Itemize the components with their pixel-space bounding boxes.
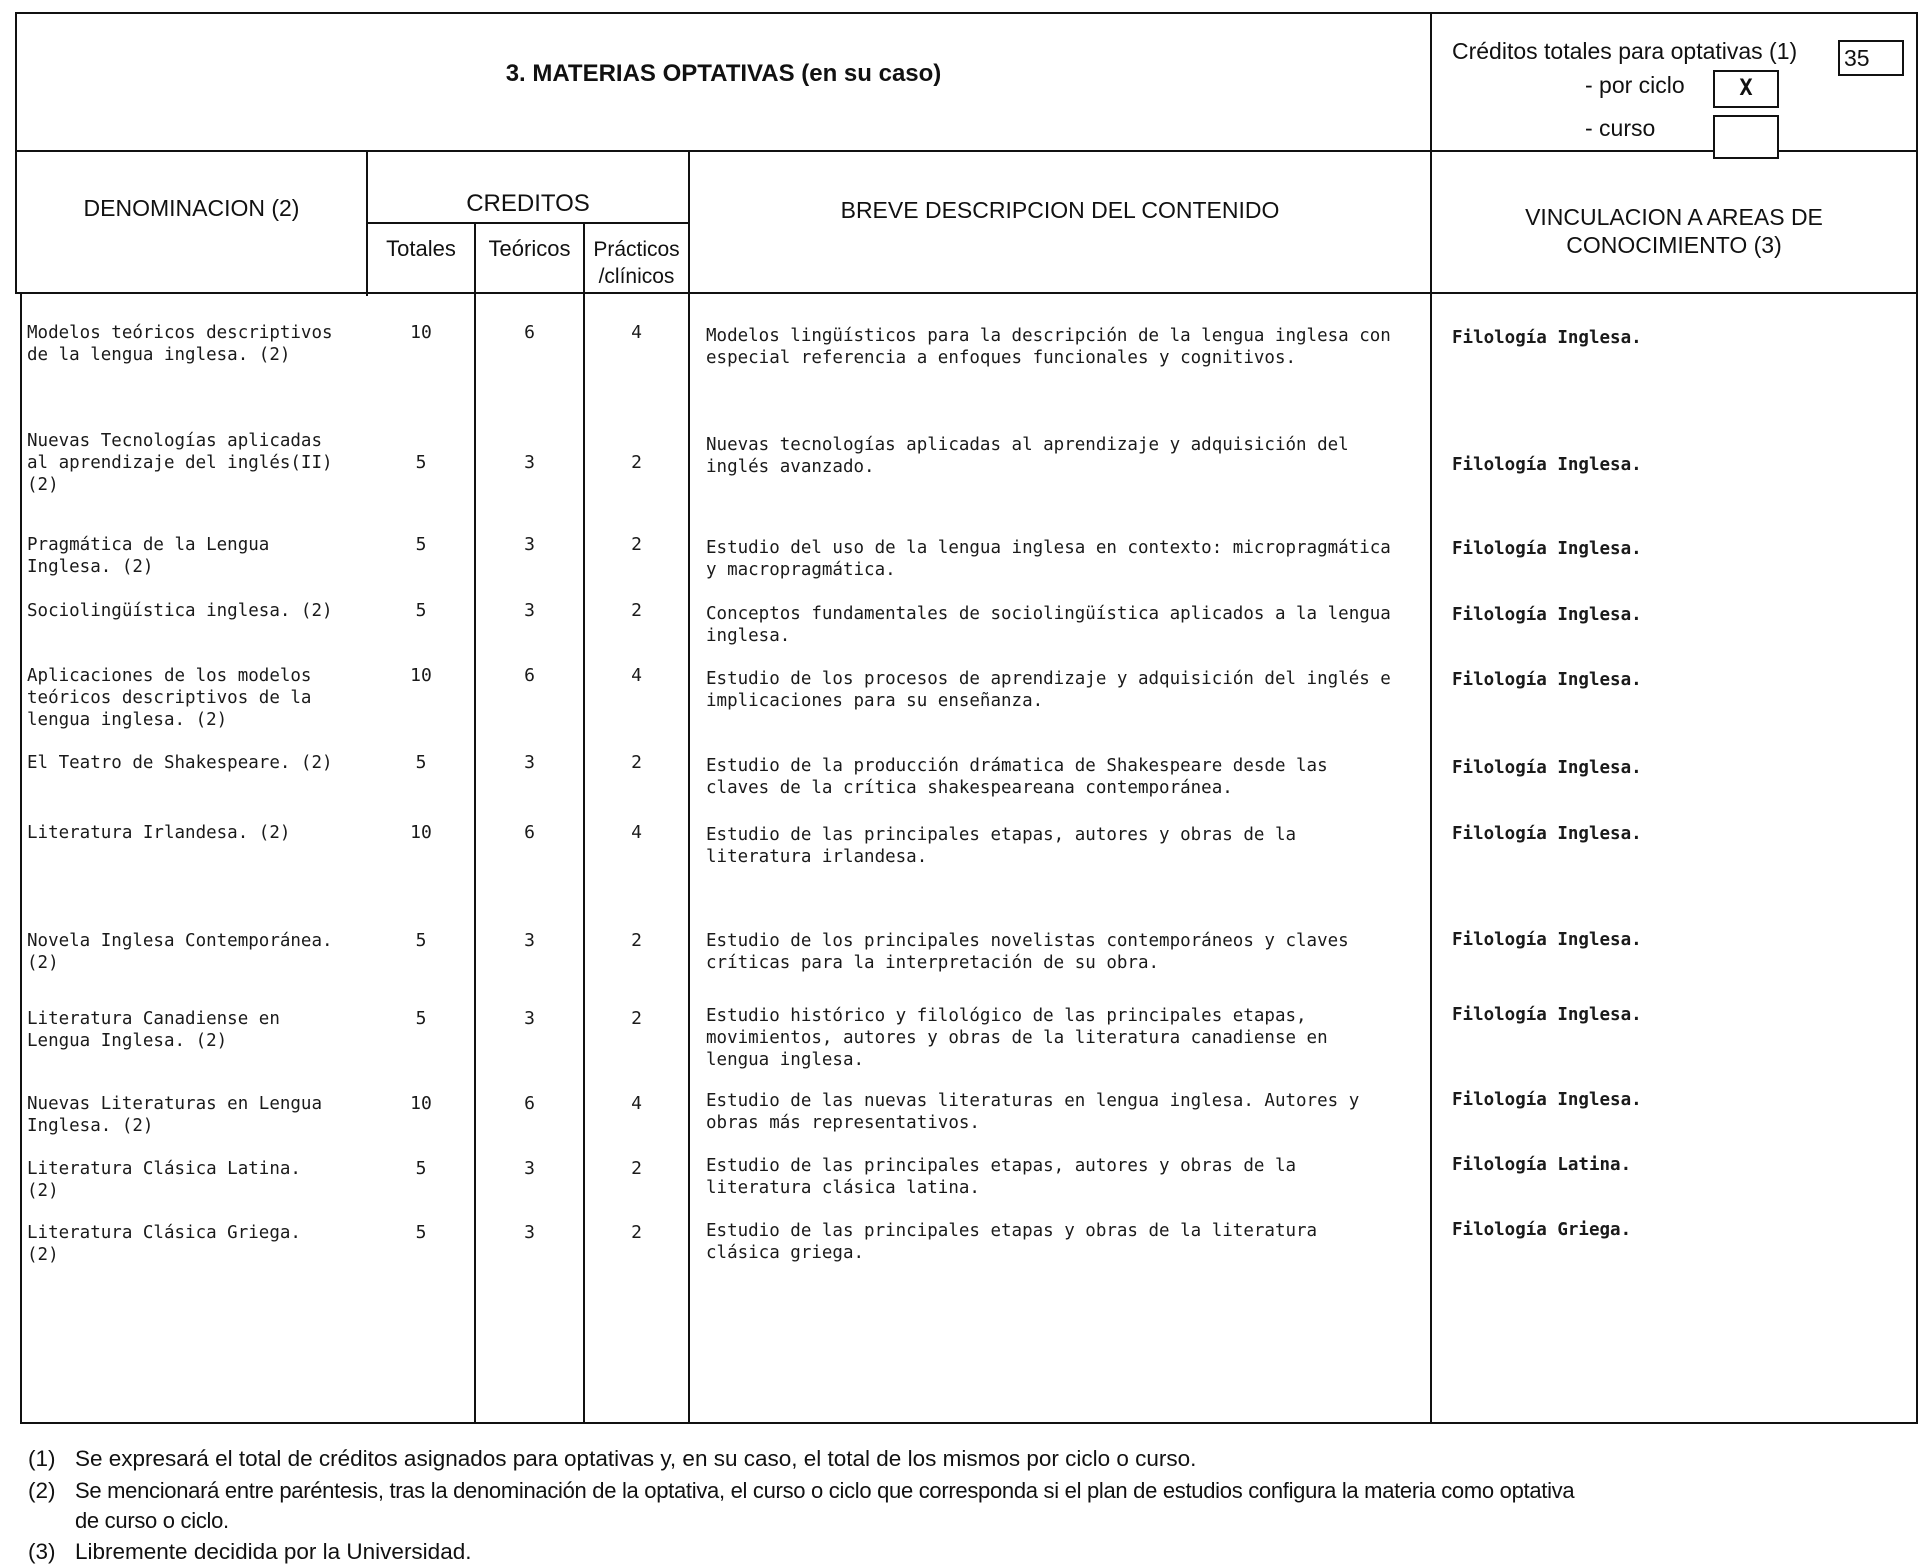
row-totales: 5 (415, 452, 427, 473)
row-name: Sociolingüística inglesa. (2) (27, 601, 333, 621)
row-name: Nuevas Tecnologías aplicadas al aprendizaje del inglés(II) (2) (27, 431, 333, 495)
por-ciclo-field: X (1713, 70, 1779, 108)
row-name: El Teatro de Shakespeare. (2) (27, 753, 333, 773)
row-totales: 10 (410, 1093, 432, 1114)
row-description: Estudio de la producción drámatica de Shakespeare desde las claves de la crítica shakespeareana contemporánea. (706, 756, 1328, 798)
row-area: Filología Inglesa. (1452, 670, 1642, 690)
row-description: Estudio de las principales etapas, autores y obras de la literatura irlandesa. (706, 825, 1297, 867)
row-name: Nuevas Literaturas en Lengua Inglesa. (2) (27, 1094, 323, 1136)
row-name: Modelos teóricos descriptivos de la lengua inglesa. (2) (27, 323, 333, 365)
row-area: Filología Latina. (1452, 1155, 1632, 1175)
row-totales: 5 (415, 1222, 427, 1243)
curso-field (1713, 115, 1779, 159)
header-practicos: Prácticos /clínicos (593, 238, 680, 288)
header-totales: Totales (386, 236, 456, 261)
header-teoricos: Teóricos (488, 236, 571, 261)
row-area: Filología Inglesa. (1452, 1090, 1642, 1110)
row-totales: 10 (410, 665, 432, 686)
row-practicos: 2 (631, 600, 642, 621)
row-practicos: 2 (631, 930, 642, 951)
row-practicos: 4 (631, 822, 642, 843)
row-description: Estudio del uso de la lengua inglesa en contexto: micropragmática y macropragmática. (706, 538, 1391, 580)
row-name: Literatura Irlandesa. (2) (27, 823, 291, 843)
row-teoricos: 6 (524, 322, 535, 343)
row-teoricos: 3 (524, 452, 535, 473)
row-description: Estudio de las nuevas literaturas en lengua inglesa. Autores y obras más representativos. (706, 1091, 1360, 1133)
row-area: Filología Griega. (1452, 1220, 1632, 1240)
curso-label: - curso (1585, 115, 1656, 141)
row-totales: 5 (415, 1158, 427, 1179)
row-description: Conceptos fundamentales de sociolingüística aplicados a la lengua inglesa. (706, 604, 1391, 646)
footnote-marker: (3) (28, 1539, 56, 1564)
row-totales: 5 (415, 752, 427, 773)
row-area: Filología Inglesa. (1452, 328, 1642, 348)
row-description: Modelos lingüísticos para la descripción de la lengua inglesa con especial referencia a enfoques funcionales y cognitivos. (706, 326, 1391, 368)
row-teoricos: 3 (524, 534, 535, 555)
row-totales: 5 (415, 1008, 427, 1029)
row-totales: 5 (415, 534, 427, 555)
row-teoricos: 3 (524, 1158, 535, 1179)
row-description: Estudio de las principales etapas y obras de la literatura clásica griega. (706, 1221, 1318, 1263)
row-description: Estudio de los principales novelistas contemporáneos y claves críticas para la interpretación de su obra. (706, 931, 1349, 973)
row-area: Filología Inglesa. (1452, 824, 1642, 844)
footnote-marker: (1) (28, 1446, 56, 1471)
row-name: Literatura Canadiense en Lengua Inglesa. (2) (27, 1009, 280, 1051)
row-teoricos: 6 (524, 1093, 535, 1114)
row-area: Filología Inglesa. (1452, 930, 1642, 950)
row-practicos: 2 (631, 1158, 642, 1179)
header-vinculacion: VINCULACION A AREAS DE CONOCIMIENTO (3) (1525, 204, 1823, 258)
row-totales: 10 (410, 322, 432, 343)
row-name: Aplicaciones de los modelos teóricos descriptivos de la lengua inglesa. (2) (27, 666, 312, 730)
header-denominacion: DENOMINACION (2) (83, 195, 300, 221)
header-creditos: CREDITOS (466, 190, 590, 217)
row-name: Literatura Clásica Latina. (2) (27, 1159, 301, 1201)
row-practicos: 2 (631, 452, 642, 473)
row-practicos: 4 (631, 665, 642, 686)
row-practicos: 4 (631, 1093, 642, 1114)
footnote-marker: (2) (28, 1478, 56, 1503)
row-practicos: 2 (631, 1008, 642, 1029)
row-description: Nuevas tecnologías aplicadas al aprendizaje y adquisición del inglés avanzado. (706, 435, 1349, 477)
row-description: Estudio de los procesos de aprendizaje y adquisición del inglés e implicaciones para su enseñanza. (706, 669, 1391, 711)
row-teoricos: 3 (524, 752, 535, 773)
row-teoricos: 6 (524, 665, 535, 686)
credits-total-label: Créditos totales para optativas (1) (1452, 38, 1798, 64)
row-area: Filología Inglesa. (1452, 605, 1642, 625)
row-totales: 5 (415, 600, 427, 621)
footnote-text: Se expresará el total de créditos asignados para optativas y, en su caso, el total de los mismos por ciclo o curso. (75, 1446, 1197, 1471)
row-practicos: 2 (631, 1222, 642, 1243)
header-descripcion: BREVE DESCRIPCION DEL CONTENIDO (840, 197, 1280, 223)
footnote-text: Se mencionará entre paréntesis, tras la denominación de la optativa, el curso o ciclo que corresponda si el plan de estudios configura la materia como optativa de curso o ciclo. (75, 1478, 1575, 1533)
row-teoricos: 6 (524, 822, 535, 843)
row-totales: 5 (415, 930, 427, 951)
row-totales: 10 (410, 822, 432, 843)
row-name: Pragmática de la Lengua Inglesa. (2) (27, 535, 270, 577)
row-practicos: 2 (631, 534, 642, 555)
por-ciclo-label: - por ciclo (1585, 72, 1685, 98)
row-name: Novela Inglesa Contemporánea. (2) (27, 931, 333, 973)
row-practicos: 2 (631, 752, 642, 773)
row-area: Filología Inglesa. (1452, 539, 1642, 559)
row-teoricos: 3 (524, 1008, 535, 1029)
row-area: Filología Inglesa. (1452, 455, 1642, 475)
row-teoricos: 3 (524, 600, 535, 621)
section-title: 3. MATERIAS OPTATIVAS (en su caso) (505, 60, 942, 87)
row-description: Estudio histórico y filológico de las principales etapas, movimientos, autores y obras de la literatura canadiense en lengua inglesa. (706, 1006, 1328, 1070)
row-description: Estudio de las principales etapas, autores y obras de la literatura clásica latina. (706, 1156, 1297, 1198)
row-teoricos: 3 (524, 1222, 535, 1243)
row-area: Filología Inglesa. (1452, 1005, 1642, 1025)
row-name: Literatura Clásica Griega. (2) (27, 1223, 301, 1265)
footnote-text: Libremente decidida por la Universidad. (75, 1539, 472, 1564)
credits-total-field: 35 (1838, 40, 1904, 76)
row-teoricos: 3 (524, 930, 535, 951)
row-area: Filología Inglesa. (1452, 758, 1642, 778)
row-practicos: 4 (631, 322, 642, 343)
